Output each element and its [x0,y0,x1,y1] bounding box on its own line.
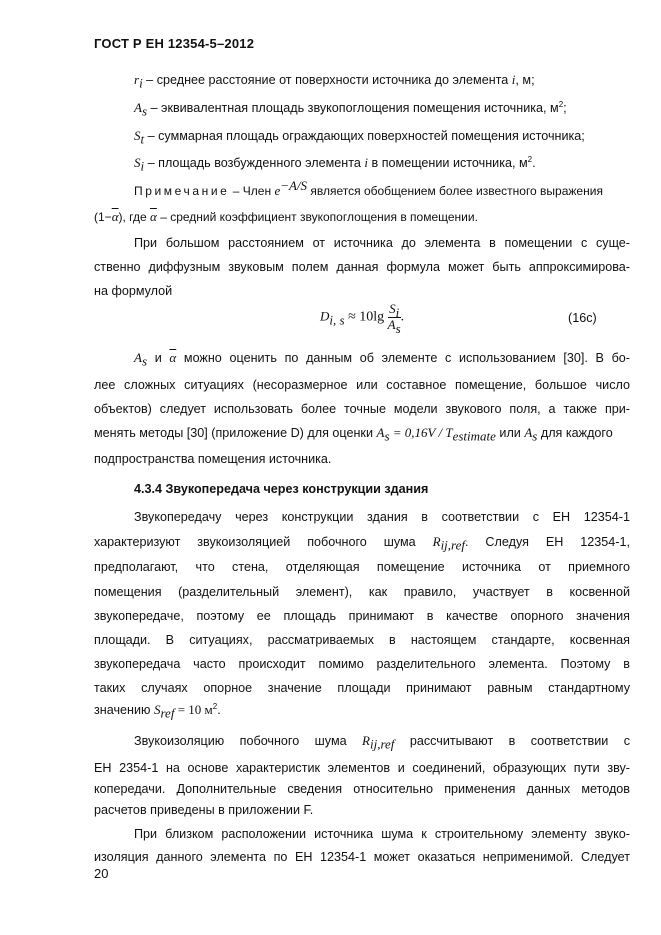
para2-line-1: $A_s$ и $\overline{\alpha}$ можно оценить по данным об элементе с использованием [30]. В бо- [134,350,630,369]
para2-line-4: менять методы [30] (приложение D) для оценки $A_s = 0,16V / T_{estimate}$ или $A_s$ для каждого [94,425,613,444]
para3-line-9: значению $S_{ref} = 10$ $м^2$. [94,701,221,721]
section-heading: 4.3.4 Звукопередача через конструкции здания [134,482,429,496]
para2-line-2: лее сложных ситуациях (несоразмерное или составное помещение, большое число [94,378,630,392]
para4-line-4: расчетов приведены в приложении F. [94,803,314,817]
page-number: 20 [94,866,109,881]
para3-line-4: помещения (разделительный элемент), как правило, участвует в косвенной [94,585,630,599]
para4-line-1: Звукоизоляцию побочного шума $R_{ij,ref}$ рассчитывают в соответствии с [134,733,630,752]
note-label: Примечание [134,184,230,198]
formula-16c: $D_{i, s} \approx 10\lg$ $\frac{S_i}{A_s}$ . [320,301,405,336]
para3-line-8: таких случаях опорное значение площади принимают равным стандартному [94,681,630,695]
alpha-bar-symbol-2: $\overline{\alpha}$ [150,209,157,224]
alpha-bar-symbol: $\overline{\alpha}$ [111,209,119,224]
definition-si: $S_i$ – площадь возбужденного элемента i в помещении источника, $м^2$. [134,154,536,174]
note-line-1: Примечание – Член $e^{-A/S}$ является обобщением более известного выражения [134,178,603,198]
para4-line-3: копередачи. Дополнительные сведения относительно применения данных методов [94,782,630,796]
definition-st: $S_t$ – суммарная площадь ограждающих поверхностей помещения источника; [134,128,585,147]
para3-line-1: Звукопередачу через конструкции здания в соответствии с ЕН 12354-1 [134,510,630,524]
para3-line-7: звукопередача часто происходит помимо разделительного элемента. Поэтому в [94,657,630,671]
alpha-bar-symbol-3: $\overline{\alpha}$ [169,350,177,365]
para3-line-3: предполагают, что стена, отделяющая помещение источника от приемного [94,560,630,574]
note-line-2: $(1-\overline{\alpha})$, где $\overline{\alpha}$ – средний коэффициент звукопоглощения в помещении. [94,209,478,224]
page-header: ГОСТ Р ЕН 12354-5–2012 [94,36,255,51]
para1-line-2: ственно диффузным звуковым полем данная формула может быть аппроксимирова- [94,260,630,274]
para5-line-1: При близком расположении источника шума к строительному элементу звуко- [134,827,630,841]
para3-line-5: звукопередаче, поэтому ее площадь принимают в качестве опорного значения [94,609,630,623]
para2-line-5: подпространства помещения источника. [94,452,332,466]
definition-as: $A_s$ – эквивалентная площадь звукопоглощения помещения источника, $м^2$; [134,99,567,119]
para3-line-6: площади. В ситуациях, рассматриваемых в настоящем стандарте, косвенная [94,633,630,647]
para1-line-1: При большом расстоянием от источника до элемента в помещении с суще- [134,236,630,250]
definition-ri: $r_i$ – среднее расстояние от поверхности источника до элемента i, м; [134,72,535,91]
para2-line-3: объектов) следует использовать более точные модели звукового поля, а также при- [94,402,630,416]
equation-number: (16с) [568,311,597,325]
para1-line-3: на формулой [94,284,173,298]
para3-line-2: характеризуют звукоизоляцией побочного шума $R_{ij,ref}$. Следуя ЕН 12354-1, [94,534,631,553]
para5-line-2: изоляция данного элемента по ЕН 12354-1 может оказаться неприменимой. Следует [94,850,630,864]
para4-line-2: ЕН 2354-1 на основе характеристик элементов и соединений, образующих пути зву- [94,761,630,775]
